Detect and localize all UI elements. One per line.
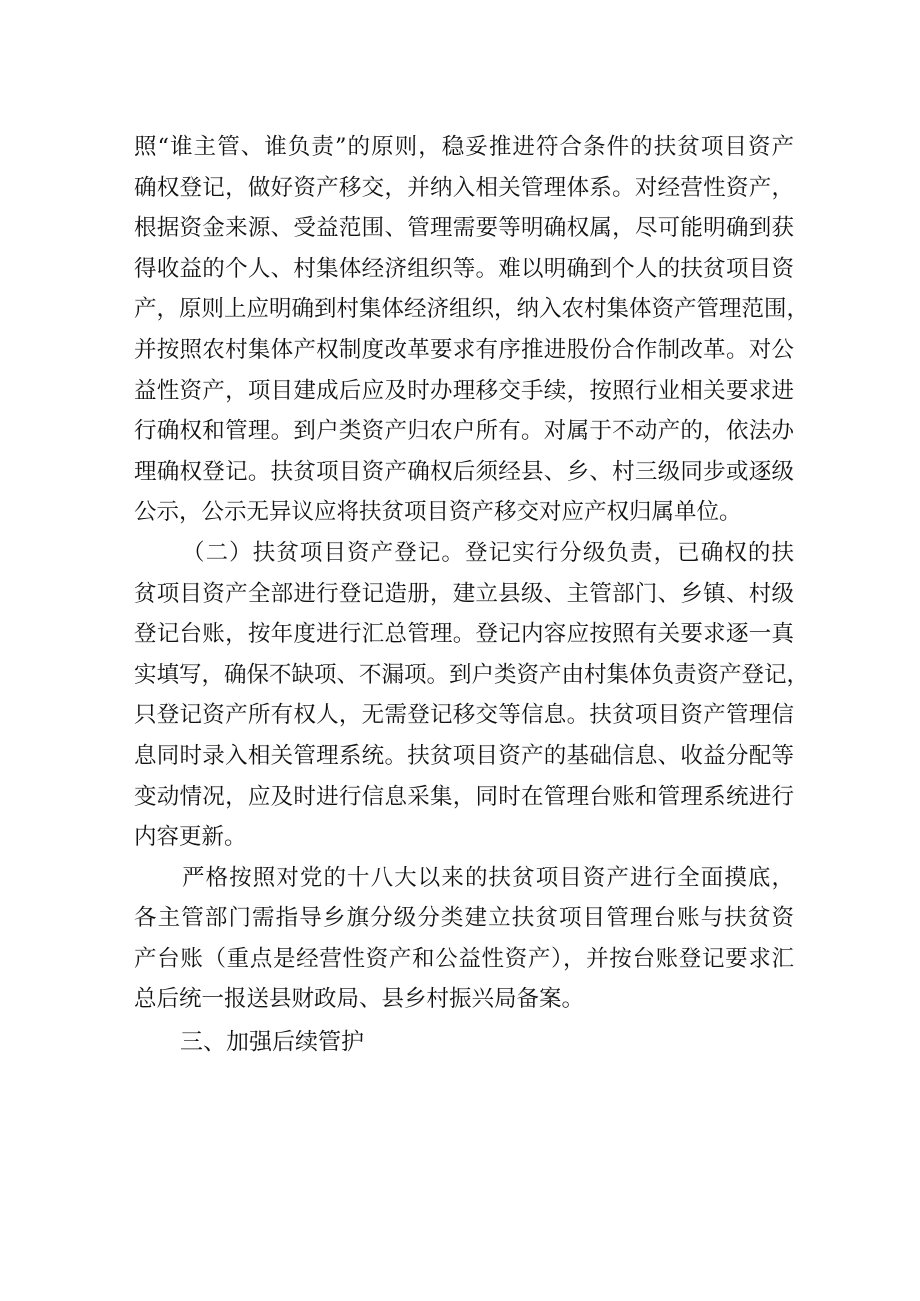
text-line: 严格按照对党的十八大以来的扶贫项目资产进行全面摸底， [182,864,794,891]
paragraph-asset-registration [134,533,810,858]
text-line: 确权登记，做好资产移交，并纳入相关管理体系。对经营性资产， [134,174,794,201]
text-line: 并按照农村集体产权制度改革要求有序推进股份合作制改革。对公 [134,336,794,363]
text-line: 理确权登记。扶贫项目资产确权后须经县、乡、村三级同步或逐级 [134,458,794,485]
text-line: 总后统一报送县财政局、县乡村振兴局备案。 [134,986,585,1013]
text-line: 照“谁主管、谁负责”的原则，稳妥推进符合条件的扶贫项目资产 [134,134,794,160]
text-line: 产台账（重点是经营性资产和公益性资产），并按台账登记要求汇 [134,945,794,972]
text-line: 得收益的个人、村集体经济组织等。难以明确到个人的扶贫项目资 [134,255,794,282]
text-line: 变动情况，应及时进行信息采集，同时在管理台账和管理系统进行 [134,783,794,810]
text-line: 行确权和管理。到户类资产归农户所有。对属于不动产的，依法办 [134,418,794,445]
text-line: 各主管部门需指导乡旗分级分类建立扶贫项目管理台账与扶贫资 [134,905,794,932]
text-line: 只登记资产所有权人，无需登记移交等信息。扶贫项目资产管理信 [134,702,794,729]
text-line: 益性资产，项目建成后应及时办理移交手续，按照行业相关要求进 [134,377,794,404]
paragraph-asset-survey [134,858,794,1020]
text-line: 根据资金来源、受益范围、管理需要等明确权属，尽可能明确到获 [134,215,794,242]
text-line: 产，原则上应明确到村集体经济组织，纳入农村集体资产管理范围， [134,296,810,323]
text-line: 登记台账，按年度进行汇总管理。登记内容应按照有关要求逐一真 [134,621,794,648]
text-line: 实填写，确保不缺项、不漏项。到户类资产由村集体负责资产登记， [134,661,810,688]
text-line: 公示，公示无异议应将扶贫项目资产移交对应产权归属单位。 [134,499,742,526]
document-body [134,127,810,1063]
text-line: （二）扶贫项目资产登记。登记实行分级负责，已确权的扶 [182,539,794,566]
text-line: 贫项目资产全部进行登记造册，建立县级、主管部门、乡镇、村级 [134,580,794,607]
text-line: 息同时录入相关管理系统。扶贫项目资产的基础信息、收益分配等 [134,742,794,769]
section-heading: 三、加强后续管护 [180,1029,364,1056]
paragraph-asset-confirmation [134,127,810,533]
text-line: 内容更新。 [134,824,247,851]
